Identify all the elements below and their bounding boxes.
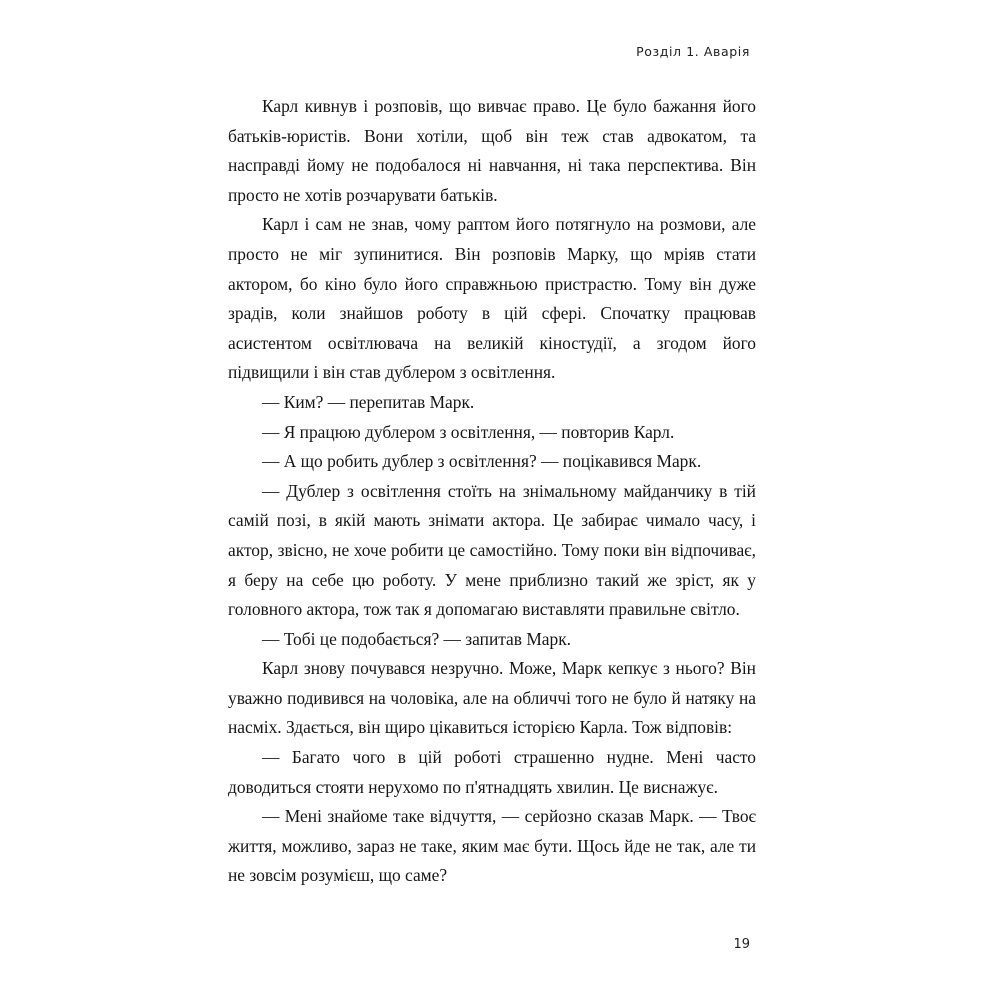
running-head: Розділ 1. Аварія	[636, 44, 750, 59]
paragraph: — Я працюю дублером з освітлення, — повторив Карл.	[262, 421, 675, 442]
paragraph: — Ким? — перепитав Марк.	[262, 391, 475, 412]
paragraph: — Мені знайоме таке відчуття, — серйозно сказав Марк. — Твоє життя, можливо, зараз не таке, яким має бути. Щось йде не так, але ти не зовсім розумієш, що саме?	[228, 806, 756, 886]
paragraph: — Дублер з освітлення стоїть на знімальному майданчику в тій самій позі, в якій мають знімати актора. Це забирає чимало часу, і актор, звісно, не хоче робити це самостійно. Тому поки він відпочиває, я беру на себе цю роботу. У мене приблизно такий же зріст, як у головного актора, тож так я допомагаю виставляти правильне світло.	[228, 480, 756, 620]
paragraph: — Багато чого в цій роботі страшенно нудне. Мені часто доводиться стояти нерухомо по п'ятнадцять хвилин. Це виснажує.	[228, 747, 756, 797]
paragraph: Карл і сам не знав, чому раптом його потягнуло на розмови, але просто не міг зупинитися. Він розповів Марку, що мріяв стати актором, бо кіно було його справжньою пристрастю. Тому він дуже зрадів, коли знайшов роботу в цій сфері. Спочатку працював асистентом освітлювача на великій кіностудії, а згодом його підвищили і він став дублером з освітлення.	[228, 214, 756, 383]
paragraph: Карл знову почувався незручно. Може, Марк кепкує з нього? Він уважно подивився на чоловіка, але на обличчі того не було й натяку на насміх. Здається, він щиро цікавиться історією Карла. Тож відповів:	[228, 658, 756, 738]
page-number: 19	[733, 937, 750, 952]
paragraph: — А що робить дублер з освітлення? — поцікавився Марк.	[262, 451, 702, 472]
body-text	[228, 92, 756, 891]
paragraph: — Тобі це подобається? — запитав Марк.	[262, 628, 572, 649]
paragraph: Карл кивнув і розповів, що вивчає право. Це було бажання його батьків-юристів. Вони хотіли, щоб він теж став адвокатом, та насправді йому не подобалося ні навчання, ні така перспектива. Він просто не хотів розчарувати батьків.	[228, 96, 756, 205]
